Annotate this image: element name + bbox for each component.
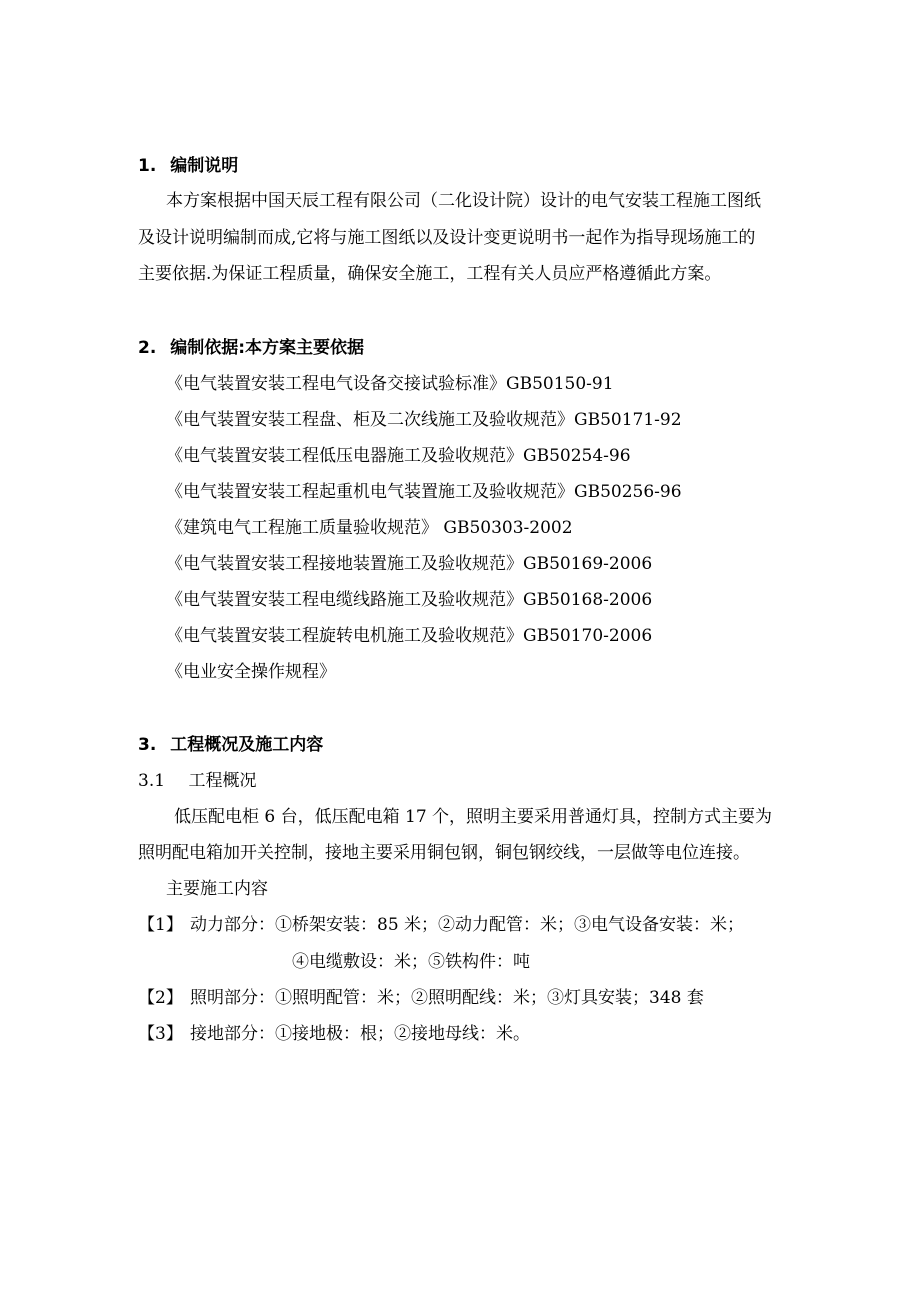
reference-item: 《电气装置安装工程起重机电气装置施工及验收规范》GB50256-96 bbox=[166, 482, 682, 502]
section-3-heading bbox=[138, 733, 323, 757]
section-3-title: 工程概况及施工内容 bbox=[170, 735, 324, 755]
reference-item: 《电气装置安装工程旋转电机施工及验收规范》GB50170-2006 bbox=[166, 626, 653, 646]
reference-item: 《电气装置安装工程盘、柜及二次线施工及验收规范》GB50171-92 bbox=[166, 410, 682, 430]
section-3-number: 3. bbox=[138, 735, 157, 755]
content-item-1 bbox=[138, 913, 744, 937]
item-marker: 【3】 bbox=[138, 1024, 183, 1044]
section-1-paragraph-line-2: 及设计说明编制而成,它将与施工图纸以及设计变更说明书一起作为指导现场施工的 bbox=[138, 228, 756, 248]
content-heading: 主要施工内容 bbox=[166, 879, 268, 899]
item-text: 动力部分：①桥架安装：85 米；②动力配管：米；③电气设备安装：米； bbox=[190, 915, 745, 935]
subsection-3-1-number: 3.1 bbox=[138, 771, 166, 791]
section-1-paragraph-line-3: 主要依据.为保证工程质量，确保安全施工，工程有关人员应严格遵循此方案。 bbox=[138, 264, 722, 284]
section-1-title: 编制说明 bbox=[170, 156, 239, 176]
item-marker: 【1】 bbox=[138, 915, 183, 935]
reference-item: 《电气装置安装工程电气设备交接试验标准》GB50150-91 bbox=[166, 374, 614, 394]
content-item-3 bbox=[138, 1022, 530, 1046]
content-item-2 bbox=[138, 986, 704, 1010]
reference-item: 《建筑电气工程施工质量验收规范》 GB50303-2002 bbox=[166, 518, 573, 538]
section-2-number: 2. bbox=[138, 338, 157, 358]
reference-item: 《电气装置安装工程接地装置施工及验收规范》GB50169-2006 bbox=[166, 554, 653, 574]
item-marker: 【2】 bbox=[138, 988, 183, 1008]
content-item-1-continuation: ④电缆敷设：米；⑤铁构件：吨 bbox=[292, 952, 530, 972]
section-2-title: 编制依据:本方案主要依据 bbox=[170, 338, 365, 358]
item-text: 接地部分：①接地极：根；②接地母线：米。 bbox=[190, 1024, 530, 1044]
subsection-3-1-paragraph-line-2: 照明配电箱加开关控制，接地主要采用铜包钢，铜包钢绞线，一层做等电位连接。 bbox=[138, 843, 750, 863]
section-1-heading bbox=[138, 154, 238, 178]
reference-item: 《电气装置安装工程电缆线路施工及验收规范》GB50168-2006 bbox=[166, 590, 653, 610]
subsection-3-1-paragraph-line-1: 低压配电柜 6 台，低压配电箱 17 个，照明主要采用普通灯具，控制方式主要为 bbox=[174, 807, 773, 827]
subsection-3-1-heading bbox=[138, 769, 256, 793]
section-1-paragraph-line-1: 本方案根据中国天辰工程有限公司（二化设计院）设计的电气安装工程施工图纸 bbox=[166, 191, 761, 211]
reference-item: 《电气装置安装工程低压电器施工及验收规范》GB50254-96 bbox=[166, 446, 631, 466]
reference-item: 《电业安全操作规程》 bbox=[166, 662, 336, 682]
item-text: 照明部分：①照明配管：米；②照明配线：米；③灯具安装；348 套 bbox=[190, 988, 704, 1008]
section-1-number: 1. bbox=[138, 156, 157, 176]
section-2-heading bbox=[138, 336, 364, 360]
subsection-3-1-title: 工程概况 bbox=[188, 771, 257, 791]
